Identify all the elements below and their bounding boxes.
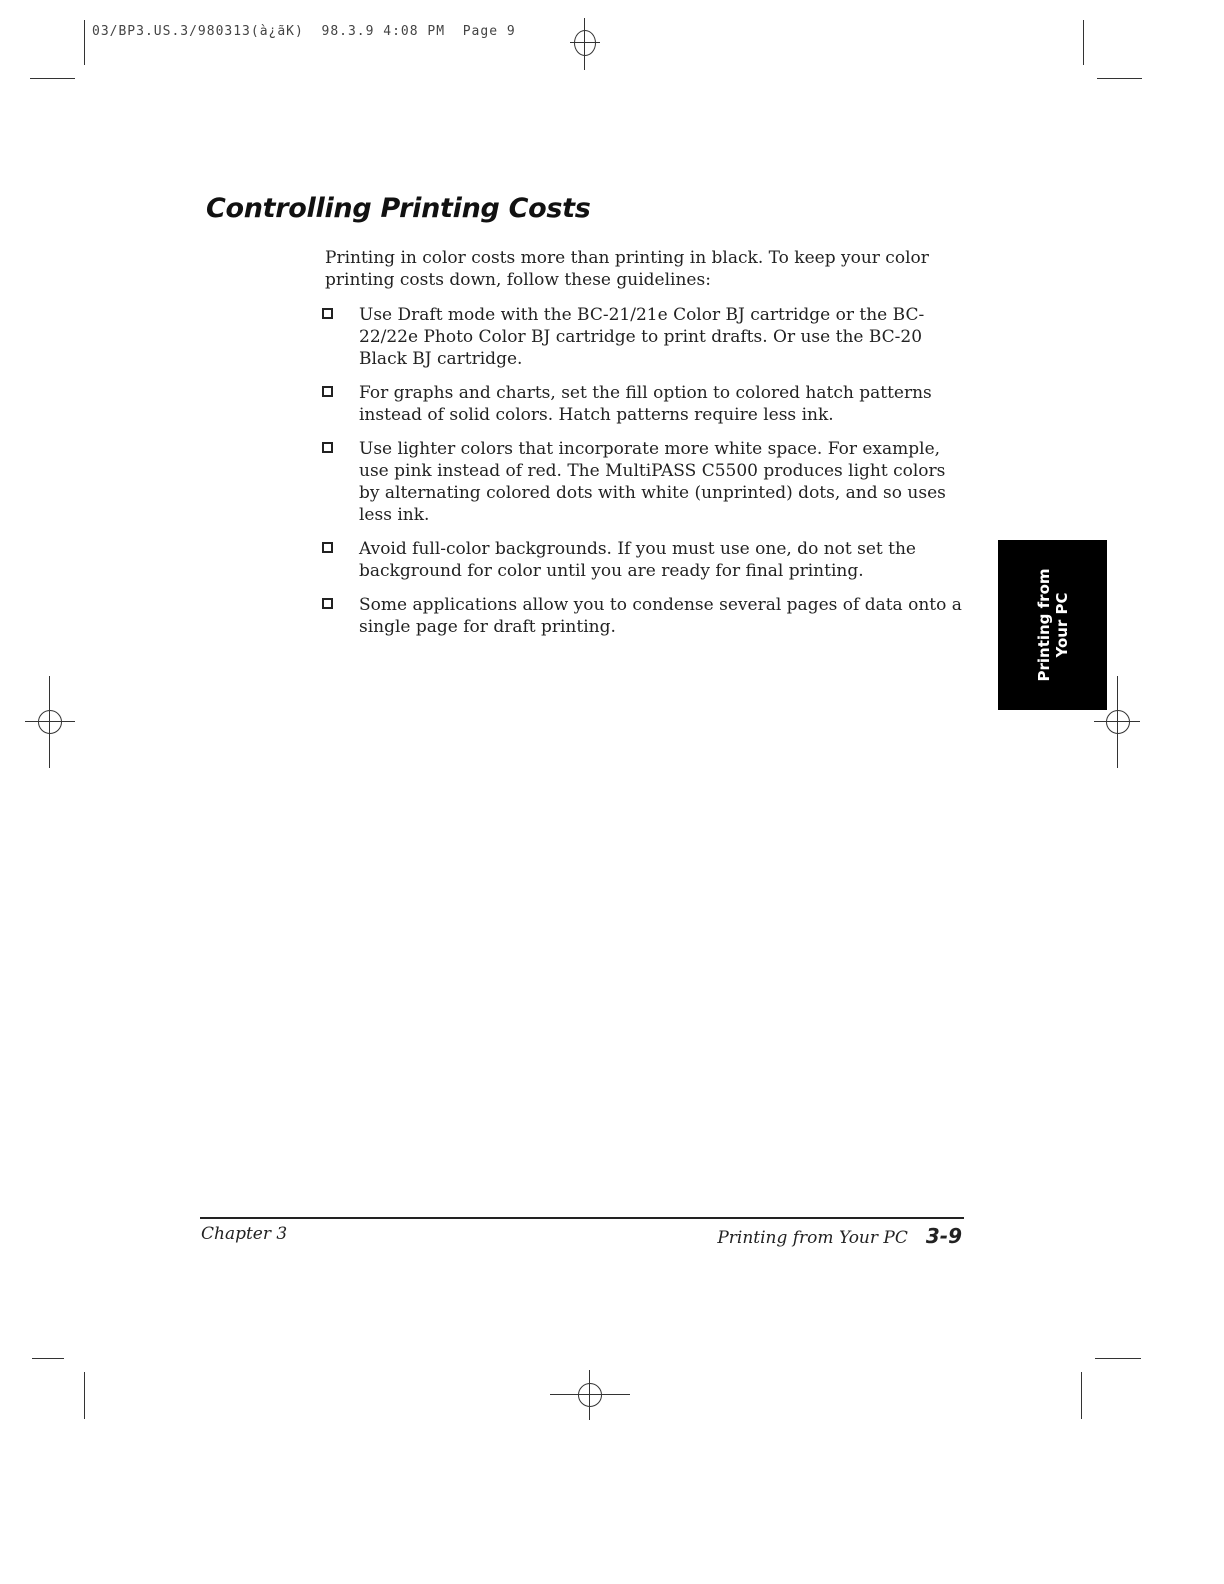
- crop-mark-top-right-vertical: [1083, 20, 1084, 65]
- checkbox-bullet-icon: [322, 308, 333, 319]
- list-item: [320, 538, 970, 582]
- list-item: [320, 382, 970, 426]
- footer-section-title: Printing from Your PC: [717, 1228, 908, 1248]
- crop-mark-bottom-left-vertical: [84, 1372, 85, 1419]
- crop-mark-bottom-right-horizontal: [1095, 1358, 1141, 1359]
- footer-running-title: [717, 1224, 962, 1248]
- side-tab-line-2: Your PC: [1053, 592, 1071, 658]
- list-item: [320, 594, 970, 638]
- footer-chapter: Chapter 3: [201, 1224, 288, 1244]
- guidelines-list: [320, 304, 970, 650]
- list-item-text: Some applications allow you to condense several pages of data onto a single page for draft printing.: [359, 595, 962, 637]
- registration-mark-top: [570, 18, 600, 70]
- side-tab-label: [1035, 568, 1071, 681]
- side-tab-line-1: Printing from: [1035, 568, 1053, 682]
- checkbox-bullet-icon: [322, 386, 333, 397]
- printer-slug: 03/BP3.US.3/980313(à¿ãK) 98.3.9 4:08 PM Page 9: [92, 24, 516, 39]
- crop-mark-bottom-right-vertical: [1081, 1372, 1082, 1419]
- list-item: [320, 304, 970, 370]
- registration-mark-left: [25, 676, 75, 768]
- section-heading: Controlling Printing Costs: [206, 193, 591, 224]
- footer-rule: [200, 1217, 964, 1219]
- intro-paragraph: Printing in color costs more than printing in black. To keep your color printing costs down, follow these guidelines:: [325, 248, 929, 290]
- list-item-text: Use Draft mode with the BC-21/21e Color BJ cartridge or the BC-22/22e Photo Color BJ cartridge to print drafts. Or use the BC-20 Black BJ cartridge.: [359, 305, 925, 369]
- checkbox-bullet-icon: [322, 542, 333, 553]
- crop-mark-top-right-horizontal: [1097, 78, 1142, 79]
- chapter-side-tab: [998, 540, 1107, 710]
- crop-mark-bottom-left-horizontal: [32, 1358, 64, 1359]
- checkbox-bullet-icon: [322, 442, 333, 453]
- crop-mark-top-left-vertical: [84, 20, 85, 65]
- list-item-text: Avoid full-color backgrounds. If you must use one, do not set the background for color until you are ready for final printing.: [359, 539, 916, 581]
- registration-mark-bottom: [550, 1370, 630, 1420]
- crop-mark-top-left-horizontal: [30, 78, 75, 79]
- list-item: [320, 438, 970, 526]
- page-number: 3-9: [925, 1224, 962, 1248]
- checkbox-bullet-icon: [322, 598, 333, 609]
- list-item-text: For graphs and charts, set the fill option to colored hatch patterns instead of solid colors. Hatch patterns require less ink.: [359, 383, 932, 425]
- list-item-text: Use lighter colors that incorporate more white space. For example, use pink instead of red. The MultiPASS C5500 produces light colors by alternating colored dots with white (unprinted) dots, and so uses less ink.: [359, 439, 946, 525]
